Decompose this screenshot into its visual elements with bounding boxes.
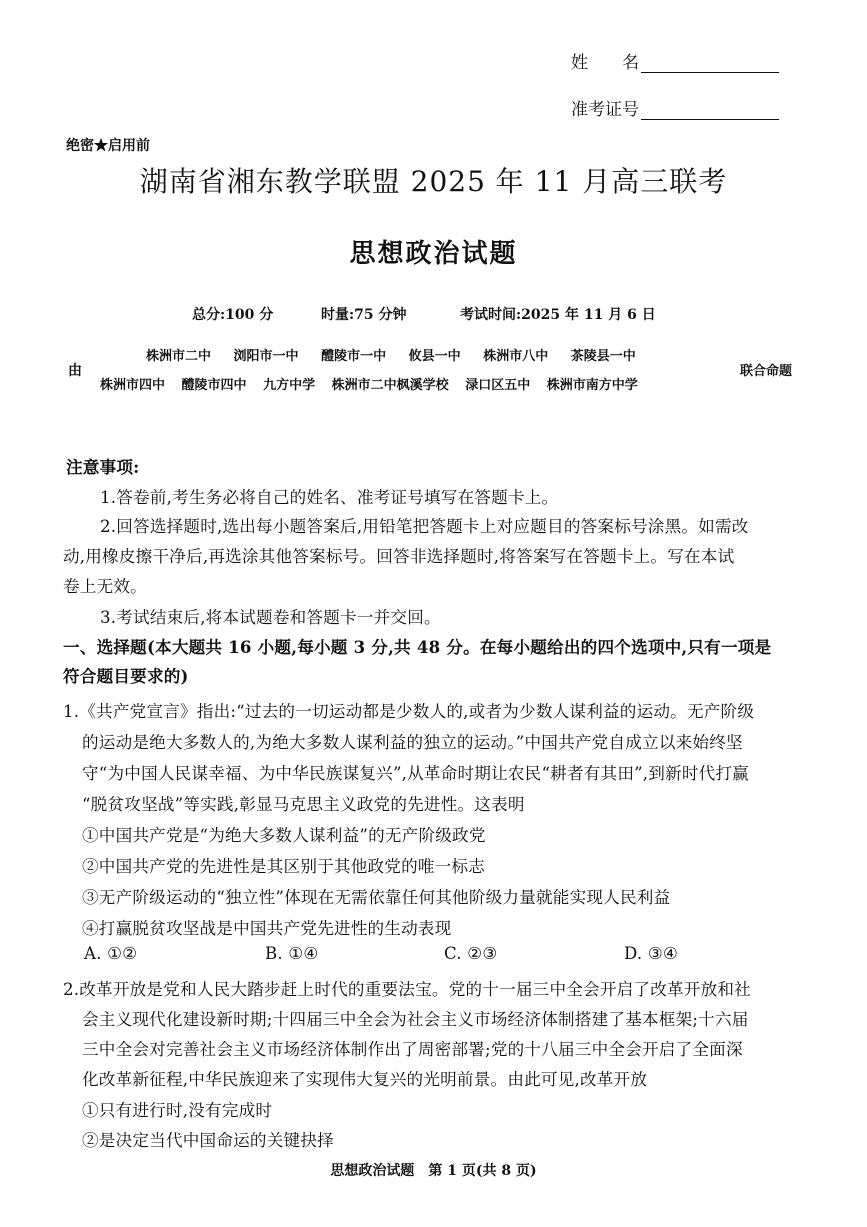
subject-title: 思想政治试题 bbox=[349, 239, 518, 269]
q1-stem-line-4: “脱贫攻坚战”等实践,彰显马克思主义政党的先进性。这表明 bbox=[82, 795, 525, 814]
section1-line-2: 符合题目要求的) bbox=[63, 666, 189, 686]
name-underline[interactable] bbox=[641, 52, 779, 73]
name-field[interactable] bbox=[571, 48, 779, 73]
schools-prefix: 由 bbox=[68, 363, 82, 379]
page-footer: 思想政治试题 第 1 页(共 8 页) bbox=[330, 1163, 537, 1179]
school-name: 醴陵市四中 bbox=[181, 378, 247, 393]
q2-stem-line-3: 三中全会对完善社会主义市场经济体制作出了周密部署;党的十八届三中全会开启了全面深 bbox=[82, 1040, 743, 1059]
note-item-1: 1.答卷前,考生务必将自己的姓名、准考证号填写在答题卡上。 bbox=[100, 488, 559, 507]
exam-id-field[interactable] bbox=[571, 95, 779, 120]
q1-choice-c[interactable]: C. ②③ bbox=[444, 944, 498, 963]
name-label: 姓 名 bbox=[571, 53, 639, 73]
q1-option-3: ③无产阶级运动的“独立性”体现在无需依靠任何其他阶级力量就能实现人民利益 bbox=[82, 888, 671, 907]
q1-choice-a[interactable]: A. ①② bbox=[84, 944, 138, 963]
note-item-2-line-1: 2.回答选择题时,选出每小题答案后,用铅笔把答题卡上对应题目的答案标号涂黑。如需改 bbox=[100, 517, 749, 536]
school-name: 株洲市八中 bbox=[483, 349, 549, 364]
q1-choice-d[interactable]: D. ③④ bbox=[624, 944, 679, 963]
q2-stem-line-4: 化改革新征程,中华民族迎来了实现伟大复兴的光明前景。由此可见,改革开放 bbox=[82, 1070, 648, 1089]
exam-id-underline[interactable] bbox=[641, 99, 779, 120]
exam-id-label: 准考证号 bbox=[571, 100, 639, 120]
q1-choice-b[interactable]: B. ①④ bbox=[265, 944, 319, 963]
school-name: 渌口区五中 bbox=[465, 378, 531, 393]
school-name: 株洲市四中 bbox=[100, 378, 166, 393]
schools-suffix: 联合命题 bbox=[740, 364, 793, 379]
notes-heading: 注意事项: bbox=[66, 457, 140, 477]
section1-line-1: 一、选择题(本大题共 16 小题,每小题 3 分,共 48 分。在每小题给出的四个选项中,只有一项是 bbox=[63, 637, 772, 657]
q1-option-2: ②中国共产党的先进性是其区别于其他政党的唯一标志 bbox=[82, 857, 486, 876]
q1-stem-line-2: 的运动是绝大多数人的,为绝大多数人谋利益的独立的运动。”中国共产党自成立以来始终坚 bbox=[82, 733, 743, 752]
q1-stem-line-3: 守“为中国人民谋幸福、为中华民族谋复兴”,从革命时期让农民“耕者有其田”,到新时代打赢 bbox=[82, 764, 750, 783]
q1-stem-line-1: 1.《共产党宣言》指出:“过去的一切运动都是少数人的,或者为少数人谋利益的运动。无产阶级 bbox=[63, 702, 755, 721]
school-name: 株洲市二中枫溪学校 bbox=[331, 378, 449, 393]
schools-row2 bbox=[100, 374, 638, 393]
q1-option-4: ④打赢脱贫攻坚战是中国共产党先进性的生动表现 bbox=[82, 919, 452, 938]
school-name: 茶陵县一中 bbox=[570, 349, 636, 364]
q2-stem-line-1: 2.改革开放是党和人民大踏步赶上时代的重要法宝。党的十一届三中全会开启了改革开放和社 bbox=[63, 980, 751, 999]
schools-row1 bbox=[146, 345, 636, 364]
school-name: 攸县一中 bbox=[408, 349, 461, 364]
note-item-2-line-3: 卷上无效。 bbox=[63, 577, 147, 596]
duration: 时量:75 分钟 bbox=[321, 307, 407, 323]
school-name: 株洲市二中 bbox=[146, 349, 212, 364]
q2-stem-line-2: 会主义现代化建设新时期;十四届三中全会为社会主义市场经济体制搭建了基本框架;十六届 bbox=[82, 1010, 749, 1029]
exam-time: 考试时间:2025 年 11 月 6 日 bbox=[460, 307, 656, 323]
school-name: 株洲市南方中学 bbox=[546, 378, 638, 393]
q2-option-1: ①只有进行时,没有完成时 bbox=[82, 1101, 273, 1120]
secret-mark: 绝密★启用前 bbox=[66, 138, 150, 154]
q1-option-1: ①中国共产党是“为绝大多数人谋利益”的无产阶级政党 bbox=[82, 826, 486, 845]
exam-title: 湖南省湘东教学联盟 2025 年 11 月高三联考 bbox=[139, 165, 728, 198]
q2-option-2: ②是决定当代中国命运的关键抉择 bbox=[82, 1131, 334, 1150]
total-score: 总分:100 分 bbox=[192, 307, 274, 323]
note-item-3: 3.考试结束后,将本试题卷和答题卡一并交回。 bbox=[100, 608, 441, 627]
school-name: 醴陵市一中 bbox=[321, 349, 387, 364]
school-name: 浏阳市一中 bbox=[233, 349, 299, 364]
school-name: 九方中学 bbox=[263, 378, 316, 393]
note-item-2-line-2: 动,用橡皮擦干净后,再选涂其他答案标号。回答非选择题时,将答案写在答题卡上。写在本试 bbox=[63, 547, 735, 566]
